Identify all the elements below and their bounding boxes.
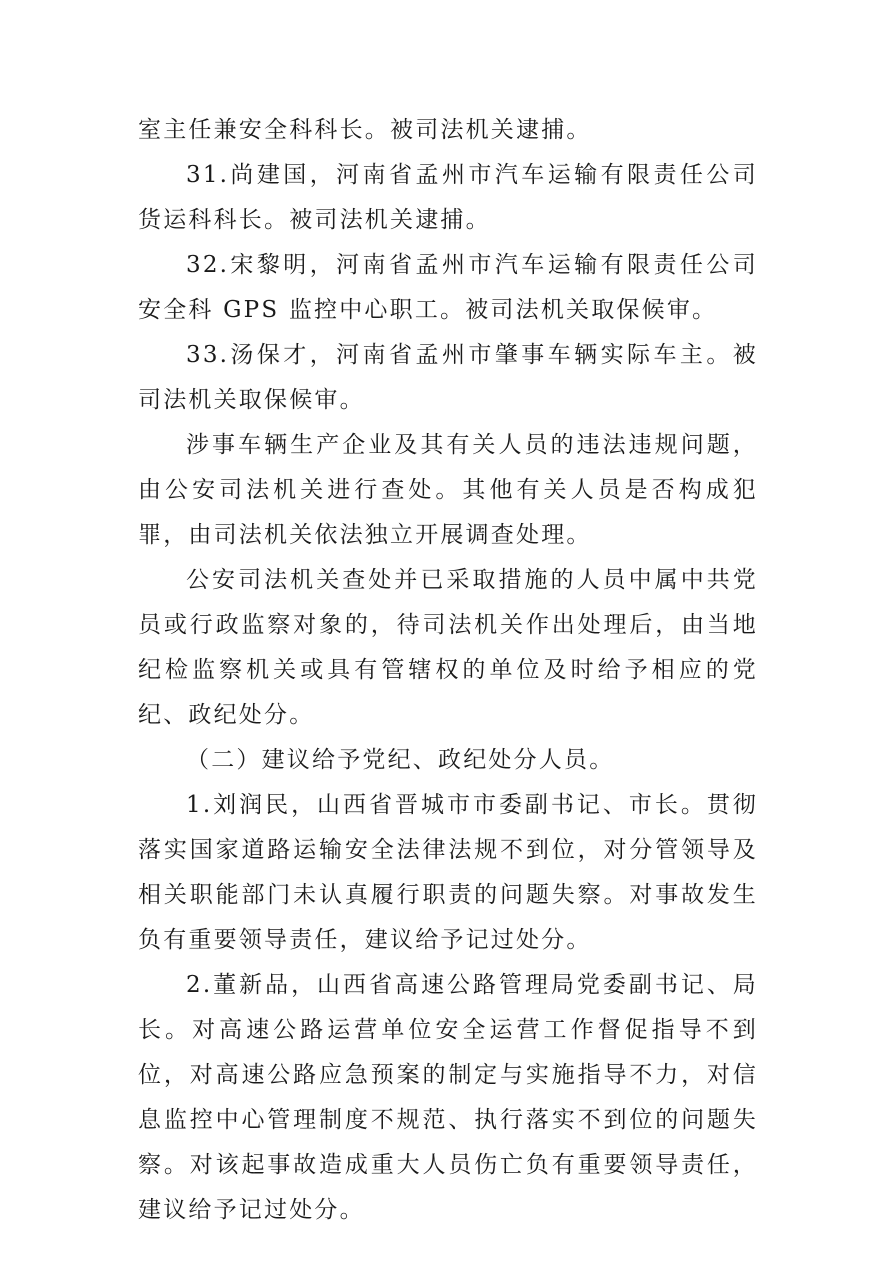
paragraph-continuation: 室主任兼安全科科长。被司法机关逮捕。 (138, 117, 592, 143)
paragraph-item-33: 33.汤保才，河南省孟州市肇事车辆实际车主。被司法机关取保候审。 (138, 342, 758, 413)
paragraph-vehicle-enterprise: 涉事车辆生产企业及其有关人员的违法违规问题，由公安司法机关进行查处。其他有关人员是否构成犯罪，由司法机关依法独立开展调查处理。 (138, 432, 758, 548)
paragraph-item-1: 1.刘润民，山西省晋城市市委副书记、市长。贯彻落实国家道路运输安全法律法规不到位，对分管领导及相关职能部门未认真履行职责的问题失察。对事故发生负有重要领导责任，建议给予记过处分。 (138, 792, 758, 953)
paragraph-party-discipline: 公安司法机关查处并已采取措施的人员中属中共党员或行政监察对象的，待司法机关作出处理后，由当地纪检监察机关或具有管辖权的单位及时给予相应的党纪、政纪处分。 (138, 567, 758, 728)
paragraph-item-31: 31.尚建国，河南省孟州市汽车运输有限责任公司货运科科长。被司法机关逮捕。 (138, 162, 758, 233)
document-page (138, 108, 758, 1233)
paragraph-item-2: 2.董新品，山西省高速公路管理局党委副书记、局长。对高速公路运营单位安全运营工作督促指导不到位，对高速公路应急预案的制定与实施指导不力，对信息监控中心管理制度不规范、执行落实不到位的问题失察。对该起事故造成重大人员伤亡负有重要领导责任，建议给予记过处分。 (138, 972, 758, 1223)
paragraph-item-32: 32.宋黎明，河南省孟州市汽车运输有限责任公司安全科 GPS 监控中心职工。被司法机关取保候审。 (138, 252, 758, 323)
section-heading: （二）建议给予党纪、政纪处分人员。 (186, 747, 615, 773)
